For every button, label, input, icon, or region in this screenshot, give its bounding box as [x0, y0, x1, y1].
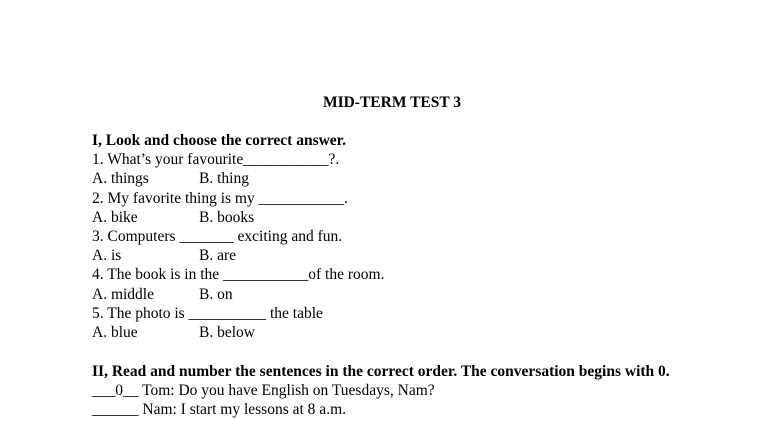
question-2: 2. My favorite thing is my ___________. [92, 189, 348, 207]
test-title: MID-TERM TEST 3 [322, 94, 462, 111]
question-4: 4. The book is in the ___________of the room. [92, 266, 385, 284]
question-1: 1. What’s your favourite___________?. [92, 151, 340, 169]
question-5: 5. The photo is __________ the table [92, 304, 323, 322]
question-4-option-b: B. on [199, 285, 233, 303]
section-2 [92, 362, 692, 420]
question-5-option-b: B. below [199, 323, 255, 341]
conversation-line-0: ___0__ Tom: Do you have English on Tuesdays, Nam? [92, 382, 435, 400]
question-1-option-b: B. thing [199, 170, 249, 188]
question-3-options [92, 246, 692, 265]
section-1-heading: I, Look and choose the correct answer. [92, 132, 347, 149]
question-1-option-a: A. things [92, 170, 149, 188]
question-2-option-a: A. bike [92, 208, 138, 226]
question-4-option-a: A. middle [92, 285, 154, 303]
question-3-option-a: A. is [92, 247, 122, 265]
question-2-option-b: B. books [199, 208, 255, 226]
question-1-options [92, 169, 692, 188]
question-3: 3. Computers _______ exciting and fun. [92, 227, 343, 245]
section-2-heading: II, Read and number the sentences in the correct order. The conversation begins with 0. [92, 363, 670, 380]
section-1 [92, 131, 692, 342]
question-3-option-b: B. are [199, 247, 237, 265]
question-4-options [92, 285, 692, 304]
question-5-options [92, 323, 692, 342]
conversation-line-1: ______ Nam: I start my lessons at 8 a.m. [92, 401, 346, 419]
question-5-option-a: A. blue [92, 323, 138, 341]
question-2-options [92, 208, 692, 227]
